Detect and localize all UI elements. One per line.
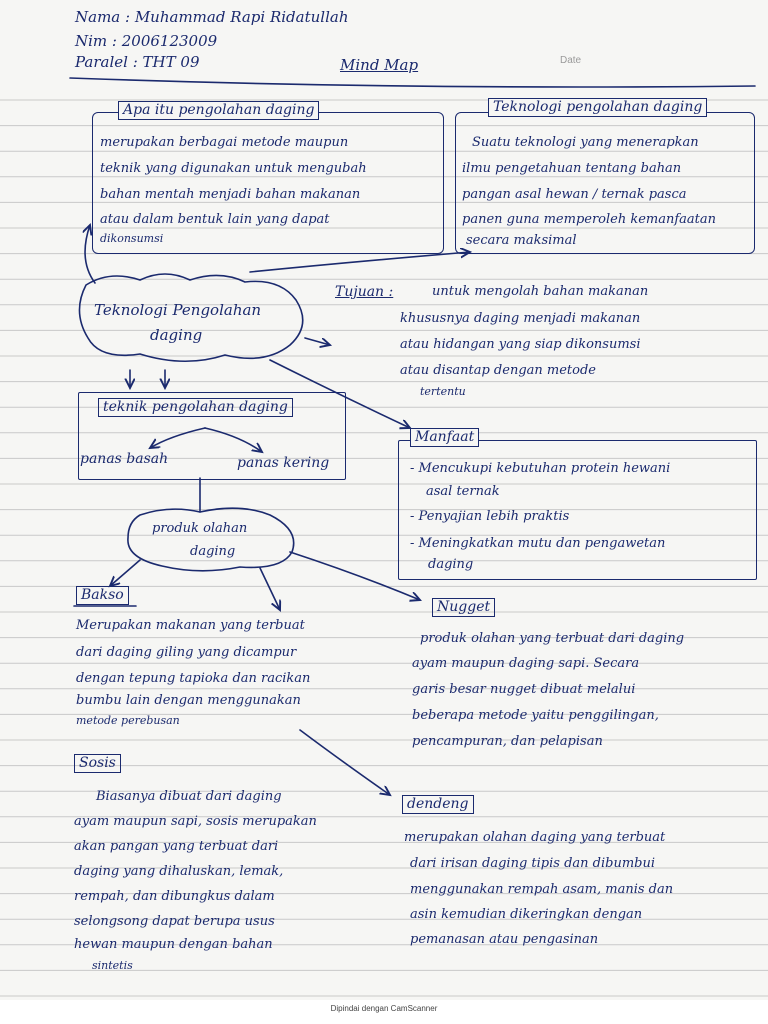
tujuan-line-4: atau disantap dengan metode: [400, 363, 596, 378]
teknologi-line-5: secara maksimal: [466, 233, 577, 248]
nugget-title: Nugget: [432, 598, 495, 617]
bakso-line-4: bumbu lain dengan menggunakan: [76, 693, 301, 708]
tujuan-line-2: khususnya daging menjadi makanan: [400, 311, 641, 326]
teknik-panas-basah: panas basah: [80, 451, 169, 467]
tujuan-line-1: untuk mengolah bahan makanan: [432, 284, 649, 299]
bakso-line-5: metode perebusan: [76, 714, 180, 727]
tujuan-line-5: tertentu: [420, 385, 466, 398]
sosis-title: Sosis: [74, 754, 121, 773]
produk-node-line-1: produk olahan: [152, 521, 248, 536]
sosis-line-7: hewan maupun dengan bahan: [74, 937, 273, 952]
nugget-line-5: pencampuran, dan pelapisan: [412, 734, 603, 749]
teknologi-title: Teknologi pengolahan daging: [488, 98, 707, 117]
mind-map-title: Mind Map: [340, 56, 419, 74]
sosis-line-1: Biasanya dibuat dari daging: [96, 789, 282, 804]
bakso-line-2: dari daging giling yang dicampur: [76, 645, 297, 660]
date-label: Date: [560, 55, 582, 66]
center-node-line-1: Teknologi Pengolahan: [94, 301, 262, 319]
sosis-line-2: ayam maupun sapi, sosis merupakan: [74, 814, 317, 829]
manfaat-line-2: asal ternak: [426, 484, 500, 499]
manfaat-line-4: - Meningkatkan mutu dan pengawetan: [410, 536, 666, 551]
dendeng-line-4: asin kemudian dikeringkan dengan: [410, 907, 643, 922]
sosis-line-4: daging yang dihaluskan, lemak,: [74, 864, 284, 879]
header-nim: Nim : 2006123009: [75, 32, 218, 50]
sosis-line-3: akan pangan yang terbuat dari: [74, 839, 279, 854]
apa-itu-line-1: merupakan berbagai metode maupun: [100, 135, 349, 150]
tujuan-label: Tujuan :: [335, 284, 394, 300]
manfaat-line-5: daging: [428, 557, 474, 572]
teknologi-line-2: ilmu pengetahuan tentang bahan: [462, 161, 682, 176]
sosis-line-5: rempah, dan dibungkus dalam: [74, 889, 275, 904]
teknologi-line-4: panen guna memperoleh kemanfaatan: [462, 212, 717, 227]
apa-itu-title: Apa itu pengolahan daging: [118, 101, 319, 120]
nugget-line-3: garis besar nugget dibuat melalui: [412, 682, 636, 697]
teknologi-line-1: Suatu teknologi yang menerapkan: [472, 135, 699, 150]
manfaat-line-1: - Mencukupi kebutuhan protein hewani: [410, 461, 671, 476]
sosis-line-6: selongsong dapat berupa usus: [74, 914, 275, 929]
apa-itu-line-5: dikonsumsi: [100, 232, 164, 245]
apa-itu-line-4: atau dalam bentuk lain yang dapat: [100, 212, 330, 227]
manfaat-line-3: - Penyajian lebih praktis: [410, 509, 570, 524]
dendeng-line-3: menggunakan rempah asam, manis dan: [410, 882, 674, 897]
nugget-line-1: produk olahan yang terbuat dari daging: [420, 631, 685, 646]
bakso-line-1: Merupakan makanan yang terbuat: [76, 618, 305, 633]
center-node-line-2: daging: [150, 326, 203, 344]
camscanner-footer: Dipindai dengan CamScanner: [0, 1000, 768, 1024]
apa-itu-line-2: teknik yang digunakan untuk mengubah: [100, 161, 367, 176]
teknik-title: teknik pengolahan daging: [98, 398, 293, 417]
dendeng-line-1: merupakan olahan daging yang terbuat: [404, 830, 666, 845]
nugget-line-2: ayam maupun daging sapi. Secara: [412, 656, 640, 671]
dendeng-line-5: pemanasan atau pengasinan: [410, 932, 599, 947]
bakso-title: Bakso: [76, 586, 129, 605]
nugget-line-4: beberapa metode yaitu penggilingan,: [412, 708, 659, 723]
teknologi-line-3: pangan asal hewan / ternak pasca: [462, 187, 687, 202]
apa-itu-line-3: bahan mentah menjadi bahan makanan: [100, 187, 361, 202]
dendeng-line-2: dari irisan daging tipis dan dibumbui: [410, 856, 656, 871]
tujuan-line-3: atau hidangan yang siap dikonsumsi: [400, 337, 641, 352]
produk-node-line-2: daging: [190, 544, 236, 559]
sosis-line-8: sintetis: [92, 959, 133, 972]
manfaat-title: Manfaat: [410, 428, 479, 447]
teknik-panas-kering: panas kering: [237, 455, 330, 471]
bakso-line-3: dengan tepung tapioka dan racikan: [76, 671, 311, 686]
header-nama: Nama : Muhammad Rapi Ridatullah: [75, 8, 349, 26]
header-paralel: Paralel : THT 09: [75, 53, 200, 71]
dendeng-title: dendeng: [402, 795, 474, 814]
